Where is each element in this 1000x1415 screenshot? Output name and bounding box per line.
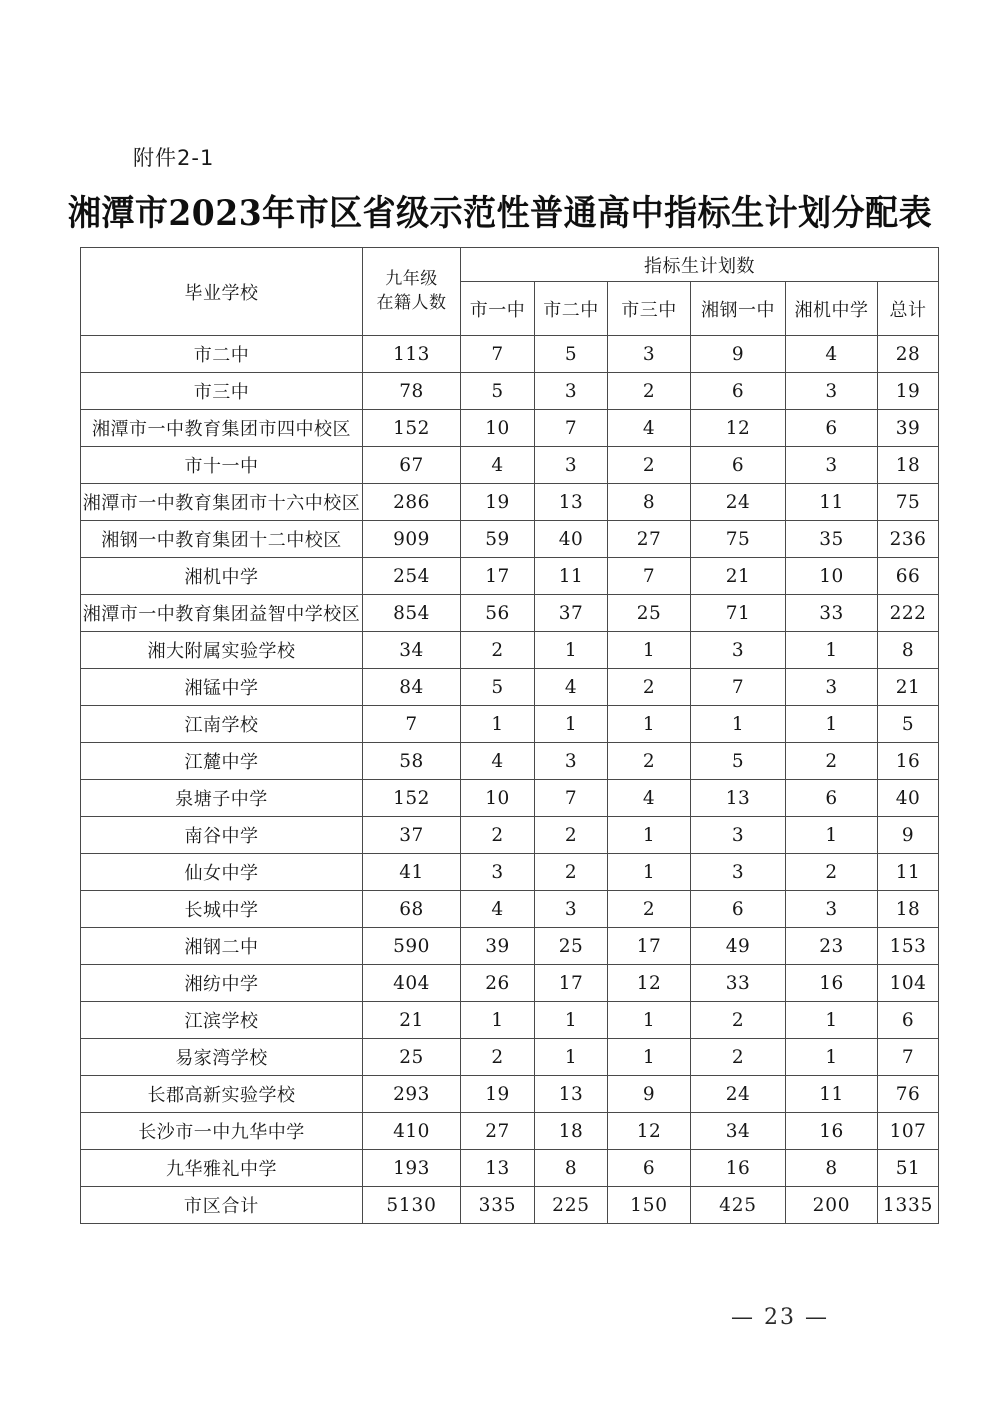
cell-enrollment: 41 [363,854,461,891]
cell-quota-school-1: 335 [461,1187,535,1224]
cell-quota-school-5: 1 [786,632,878,669]
cell-quota-school-2: 5 [535,336,608,373]
cell-school-name: 长沙市一中九华中学 [81,1113,363,1150]
cell-quota-school-3: 4 [608,410,691,447]
column-header-school: 毕业学校 [81,248,363,336]
cell-quota-school-5: 6 [786,780,878,817]
cell-quota-school-4: 33 [691,965,786,1002]
table-row [81,817,939,854]
cell-school-name: 市二中 [81,336,363,373]
table-row [81,1150,939,1187]
cell-enrollment: 84 [363,669,461,706]
cell-row-total: 104 [878,965,939,1002]
cell-quota-school-1: 39 [461,928,535,965]
column-header-school-2: 市二中 [535,282,608,336]
table-row [81,743,939,780]
cell-row-total: 19 [878,373,939,410]
cell-quota-school-2: 1 [535,706,608,743]
cell-school-name: 仙女中学 [81,854,363,891]
attachment-label: 附件2-1 [133,146,215,170]
cell-row-total: 76 [878,1076,939,1113]
cell-quota-school-3: 6 [608,1150,691,1187]
cell-quota-school-1: 2 [461,632,535,669]
cell-quota-school-4: 34 [691,1113,786,1150]
table-row [81,484,939,521]
cell-school-name: 市十一中 [81,447,363,484]
cell-quota-school-1: 4 [461,891,535,928]
cell-quota-school-2: 3 [535,447,608,484]
cell-enrollment: 34 [363,632,461,669]
cell-quota-school-4: 16 [691,1150,786,1187]
table-row [81,891,939,928]
cell-quota-school-3: 2 [608,891,691,928]
table-row [81,558,939,595]
cell-quota-school-4: 1 [691,706,786,743]
table-row [81,706,939,743]
cell-row-total: 18 [878,891,939,928]
cell-quota-school-2: 13 [535,1076,608,1113]
cell-school-name: 易家湾学校 [81,1039,363,1076]
cell-school-name: 市三中 [81,373,363,410]
cell-enrollment: 152 [363,780,461,817]
cell-school-name: 九华雅礼中学 [81,1150,363,1187]
cell-school-name: 市区合计 [81,1187,363,1224]
table-row [81,410,939,447]
page-title: 湘潭市2023年市区省级示范性普通高中指标生计划分配表 [67,192,933,234]
allocation-table-container [80,247,938,1224]
cell-school-name: 湘大附属实验学校 [81,632,363,669]
cell-quota-school-4: 2 [691,1039,786,1076]
table-row [81,1002,939,1039]
cell-school-name: 湘锰中学 [81,669,363,706]
cell-row-total: 1335 [878,1187,939,1224]
cell-school-name: 湘纺中学 [81,965,363,1002]
table-row [81,965,939,1002]
cell-quota-school-2: 40 [535,521,608,558]
cell-quota-school-2: 4 [535,669,608,706]
cell-quota-school-4: 12 [691,410,786,447]
cell-quota-school-1: 17 [461,558,535,595]
cell-quota-school-5: 2 [786,743,878,780]
page-footer [0,1305,1000,1330]
cell-quota-school-1: 7 [461,336,535,373]
cell-school-name: 长城中学 [81,891,363,928]
cell-quota-school-5: 11 [786,1076,878,1113]
cell-quota-school-4: 9 [691,336,786,373]
column-header-school-3: 市三中 [608,282,691,336]
table-row [81,1039,939,1076]
enrollment-label-line2: 在籍人数 [376,292,447,313]
cell-enrollment: 854 [363,595,461,632]
cell-quota-school-1: 1 [461,1002,535,1039]
cell-enrollment: 113 [363,336,461,373]
cell-quota-school-4: 3 [691,854,786,891]
cell-enrollment: 293 [363,1076,461,1113]
cell-quota-school-4: 3 [691,632,786,669]
cell-school-name: 江滨学校 [81,1002,363,1039]
allocation-table [80,247,939,1224]
cell-quota-school-2: 225 [535,1187,608,1224]
cell-quota-school-2: 11 [535,558,608,595]
cell-quota-school-4: 21 [691,558,786,595]
cell-row-total: 51 [878,1150,939,1187]
cell-enrollment: 152 [363,410,461,447]
cell-school-name: 长郡高新实验学校 [81,1076,363,1113]
cell-quota-school-3: 1 [608,632,691,669]
cell-quota-school-1: 10 [461,780,535,817]
enrollment-label-line1: 九年级 [385,268,438,289]
table-row [81,447,939,484]
cell-quota-school-2: 18 [535,1113,608,1150]
cell-row-total: 107 [878,1113,939,1150]
cell-quota-school-3: 7 [608,558,691,595]
cell-school-name: 湘潭市一中教育集团市十六中校区 [81,484,363,521]
cell-quota-school-2: 3 [535,891,608,928]
cell-enrollment: 193 [363,1150,461,1187]
cell-row-total: 222 [878,595,939,632]
column-header-school-5: 湘机中学 [786,282,878,336]
cell-quota-school-5: 200 [786,1187,878,1224]
cell-quota-school-3: 150 [608,1187,691,1224]
cell-enrollment: 37 [363,817,461,854]
table-row [81,595,939,632]
table-row [81,780,939,817]
cell-quota-school-2: 3 [535,373,608,410]
cell-quota-school-5: 23 [786,928,878,965]
cell-row-total: 21 [878,669,939,706]
cell-quota-school-1: 19 [461,484,535,521]
cell-quota-school-4: 5 [691,743,786,780]
cell-quota-school-1: 19 [461,1076,535,1113]
cell-quota-school-5: 1 [786,706,878,743]
cell-enrollment: 78 [363,373,461,410]
cell-enrollment: 254 [363,558,461,595]
cell-quota-school-3: 25 [608,595,691,632]
cell-quota-school-2: 17 [535,965,608,1002]
cell-quota-school-5: 1 [786,817,878,854]
cell-quota-school-1: 2 [461,817,535,854]
cell-quota-school-5: 2 [786,854,878,891]
header-row-group [81,248,939,282]
cell-quota-school-4: 13 [691,780,786,817]
cell-quota-school-2: 2 [535,854,608,891]
column-header-school-4: 湘钢一中 [691,282,786,336]
table-body [81,336,939,1224]
cell-quota-school-4: 7 [691,669,786,706]
cell-school-name: 南谷中学 [81,817,363,854]
cell-enrollment: 7 [363,706,461,743]
cell-quota-school-5: 3 [786,891,878,928]
cell-quota-school-5: 3 [786,373,878,410]
cell-quota-school-3: 1 [608,1002,691,1039]
cell-enrollment: 58 [363,743,461,780]
cell-school-name: 江麓中学 [81,743,363,780]
cell-school-name: 泉塘子中学 [81,780,363,817]
cell-quota-school-3: 1 [608,706,691,743]
cell-quota-school-3: 2 [608,669,691,706]
cell-enrollment: 909 [363,521,461,558]
cell-row-total: 11 [878,854,939,891]
cell-quota-school-3: 9 [608,1076,691,1113]
cell-quota-school-1: 27 [461,1113,535,1150]
cell-quota-school-5: 16 [786,1113,878,1150]
table-header [81,248,939,336]
cell-quota-school-1: 3 [461,854,535,891]
cell-quota-school-2: 13 [535,484,608,521]
column-header-group-quota: 指标生计划数 [461,248,939,282]
cell-row-total: 6 [878,1002,939,1039]
cell-quota-school-2: 7 [535,780,608,817]
cell-quota-school-3: 12 [608,1113,691,1150]
page-number: — 23 — [731,1305,829,1330]
cell-quota-school-5: 8 [786,1150,878,1187]
cell-quota-school-5: 4 [786,336,878,373]
cell-school-name: 湘钢一中教育集团十二中校区 [81,521,363,558]
cell-quota-school-2: 1 [535,1039,608,1076]
table-row [81,336,939,373]
cell-quota-school-2: 8 [535,1150,608,1187]
cell-row-total: 5 [878,706,939,743]
cell-quota-school-1: 5 [461,669,535,706]
cell-row-total: 8 [878,632,939,669]
cell-quota-school-3: 4 [608,780,691,817]
cell-school-name: 江南学校 [81,706,363,743]
cell-row-total: 40 [878,780,939,817]
cell-quota-school-4: 2 [691,1002,786,1039]
table-row [81,854,939,891]
cell-quota-school-5: 35 [786,521,878,558]
cell-enrollment: 21 [363,1002,461,1039]
cell-row-total: 16 [878,743,939,780]
cell-quota-school-4: 3 [691,817,786,854]
cell-quota-school-3: 27 [608,521,691,558]
cell-quota-school-3: 17 [608,928,691,965]
cell-row-total: 7 [878,1039,939,1076]
cell-quota-school-2: 1 [535,632,608,669]
cell-enrollment: 404 [363,965,461,1002]
cell-enrollment: 25 [363,1039,461,1076]
cell-row-total: 153 [878,928,939,965]
cell-quota-school-3: 3 [608,336,691,373]
cell-enrollment: 410 [363,1113,461,1150]
table-row [81,521,939,558]
cell-quota-school-4: 6 [691,373,786,410]
cell-quota-school-1: 10 [461,410,535,447]
cell-quota-school-4: 75 [691,521,786,558]
cell-quota-school-4: 24 [691,1076,786,1113]
table-row [81,1076,939,1113]
cell-quota-school-5: 11 [786,484,878,521]
table-row-total [81,1187,939,1224]
cell-row-total: 9 [878,817,939,854]
cell-school-name: 湘机中学 [81,558,363,595]
table-row [81,928,939,965]
cell-quota-school-3: 2 [608,743,691,780]
cell-quota-school-5: 33 [786,595,878,632]
column-header-total: 总计 [878,282,939,336]
cell-quota-school-1: 1 [461,706,535,743]
cell-quota-school-5: 16 [786,965,878,1002]
cell-quota-school-4: 6 [691,891,786,928]
cell-quota-school-3: 2 [608,373,691,410]
cell-enrollment: 286 [363,484,461,521]
cell-quota-school-4: 6 [691,447,786,484]
cell-school-name: 湘潭市一中教育集团市四中校区 [81,410,363,447]
cell-quota-school-5: 3 [786,669,878,706]
cell-row-total: 39 [878,410,939,447]
cell-quota-school-5: 10 [786,558,878,595]
cell-quota-school-3: 1 [608,854,691,891]
cell-quota-school-3: 2 [608,447,691,484]
cell-quota-school-5: 1 [786,1002,878,1039]
cell-quota-school-1: 13 [461,1150,535,1187]
cell-quota-school-5: 6 [786,410,878,447]
cell-quota-school-3: 12 [608,965,691,1002]
cell-quota-school-3: 1 [608,1039,691,1076]
cell-row-total: 236 [878,521,939,558]
cell-enrollment: 67 [363,447,461,484]
cell-quota-school-2: 1 [535,1002,608,1039]
cell-quota-school-1: 59 [461,521,535,558]
cell-row-total: 18 [878,447,939,484]
cell-row-total: 75 [878,484,939,521]
cell-quota-school-2: 7 [535,410,608,447]
column-header-enrollment [363,248,461,336]
cell-quota-school-3: 8 [608,484,691,521]
cell-quota-school-1: 2 [461,1039,535,1076]
table-row [81,669,939,706]
cell-school-name: 湘潭市一中教育集团益智中学校区 [81,595,363,632]
table-row [81,1113,939,1150]
cell-enrollment: 68 [363,891,461,928]
cell-quota-school-4: 24 [691,484,786,521]
table-row [81,632,939,669]
cell-quota-school-4: 425 [691,1187,786,1224]
cell-enrollment: 590 [363,928,461,965]
cell-quota-school-1: 4 [461,743,535,780]
cell-row-total: 66 [878,558,939,595]
cell-quota-school-1: 26 [461,965,535,1002]
cell-quota-school-1: 4 [461,447,535,484]
cell-quota-school-5: 1 [786,1039,878,1076]
column-header-school-1: 市一中 [461,282,535,336]
cell-quota-school-2: 25 [535,928,608,965]
cell-quota-school-4: 49 [691,928,786,965]
table-row [81,373,939,410]
cell-quota-school-5: 3 [786,447,878,484]
cell-quota-school-2: 3 [535,743,608,780]
cell-row-total: 28 [878,336,939,373]
cell-quota-school-1: 56 [461,595,535,632]
cell-quota-school-1: 5 [461,373,535,410]
cell-quota-school-4: 71 [691,595,786,632]
cell-school-name: 湘钢二中 [81,928,363,965]
cell-quota-school-3: 1 [608,817,691,854]
cell-quota-school-2: 37 [535,595,608,632]
cell-enrollment: 5130 [363,1187,461,1224]
cell-quota-school-2: 2 [535,817,608,854]
